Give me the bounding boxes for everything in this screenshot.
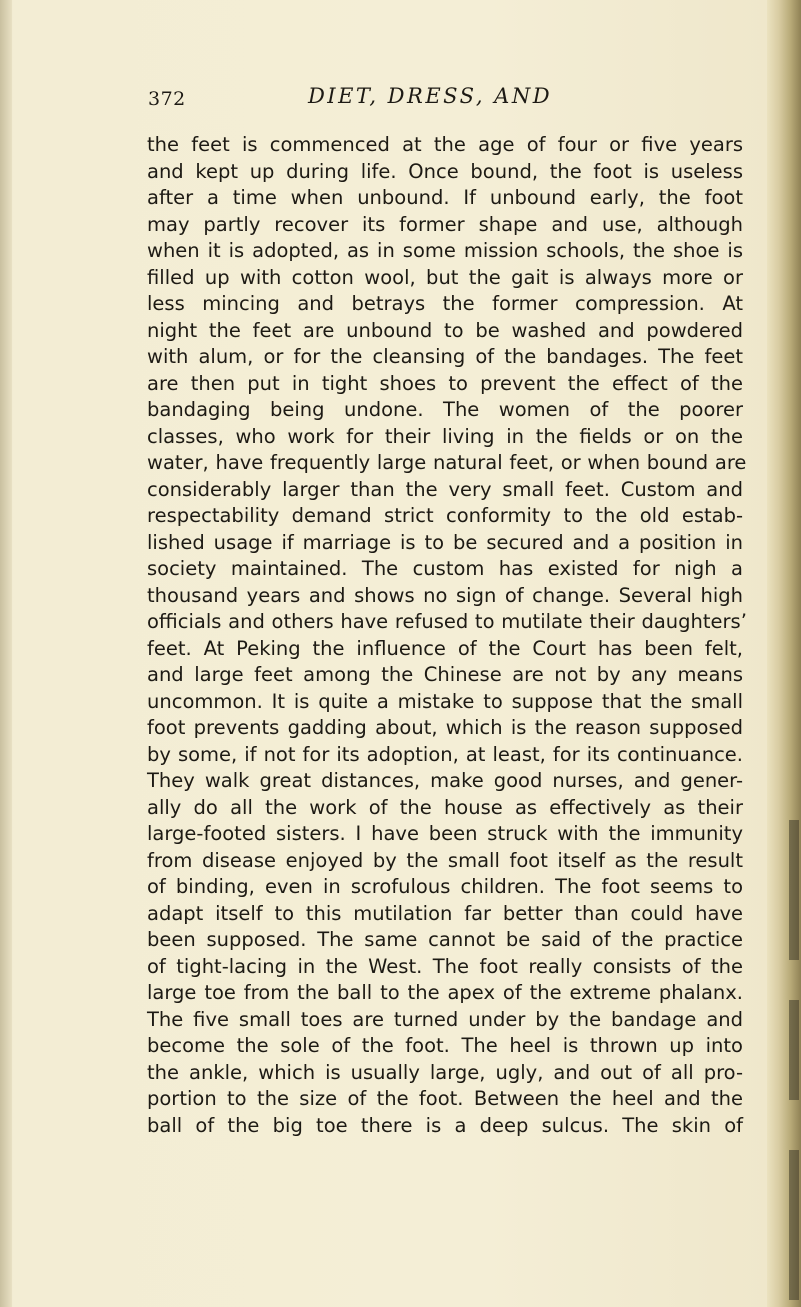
- binding-shadow: [789, 1150, 799, 1300]
- text-line: become the sole of the foot. The heel is thrown up into: [147, 1034, 743, 1057]
- text-line: considerably larger than the very small feet. Custom and: [147, 477, 743, 501]
- text-line: after a time when unbound. If unbound early, the foot: [147, 186, 743, 209]
- text-line: ally do all the work of the house as effectively as their: [147, 795, 743, 819]
- text-line: the ankle, which is usually large, ugly, and out of all pro-: [147, 1060, 743, 1084]
- text-line: foot prevents gadding about, which is the reason supposed: [147, 716, 743, 739]
- text-line: thousand years and shows no sign of change. Several high: [147, 583, 743, 607]
- binding-shadow: [789, 820, 799, 960]
- text-line: bandaging being undone. The women of the poorer: [147, 398, 743, 421]
- text-line: officials and others have refused to mutilate their daughters’: [147, 610, 747, 633]
- page-number: 372: [148, 88, 186, 110]
- text-line: are then put in tight shoes to prevent the effect of the: [147, 371, 743, 395]
- page-binding-edge: [767, 0, 801, 1307]
- text-line: less mincing and betrays the former compression. At: [147, 292, 743, 315]
- text-line: by some, if not for its adoption, at least, for its continuance.: [147, 742, 743, 766]
- text-line: and large feet among the Chinese are not by any means: [147, 663, 743, 686]
- text-line: The five small toes are turned under by the bandage and: [147, 1007, 743, 1031]
- text-line: large-footed sisters. I have been struck with the immunity: [147, 822, 743, 845]
- text-line: adapt itself to this mutilation far better than could have: [147, 901, 743, 925]
- text-line: water, have frequently large natural feet, or when bound are: [147, 451, 747, 474]
- text-line: uncommon. It is quite a mistake to suppose that the small: [147, 689, 743, 713]
- text-line: been supposed. The same cannot be said of the practice: [147, 928, 743, 951]
- page-header: [0, 80, 801, 112]
- text-line: large toe from the ball to the apex of the extreme phalanx.: [147, 981, 743, 1004]
- text-line: the feet is commenced at the age of four or five years: [147, 133, 743, 156]
- text-line: portion to the size of the foot. Between the heel and the: [147, 1087, 743, 1110]
- running-head: DIET, DRESS, AND: [307, 84, 553, 108]
- text-line: society maintained. The custom has existed for nigh a: [147, 557, 743, 580]
- text-line: may partly recover its former shape and use, although: [147, 212, 743, 236]
- text-line: when it is adopted, as in some mission schools, the shoe is: [147, 239, 743, 262]
- text-line: from disease enjoyed by the small foot itself as the result: [147, 848, 743, 872]
- text-line: classes, who work for their living in the fields or on the: [147, 424, 743, 448]
- text-line: respectability demand strict conformity to the old estab-: [147, 504, 743, 527]
- text-line: They walk great distances, make good nurses, and gener-: [147, 769, 743, 792]
- text-line: with alum, or for the cleansing of the bandages. The feet: [147, 345, 743, 368]
- text-line: of tight-lacing in the West. The foot really consists of the: [147, 954, 743, 978]
- body-text: [147, 132, 747, 1139]
- text-line: feet. At Peking the influence of the Court has been felt,: [147, 636, 743, 660]
- text-line: filled up with cotton wool, but the gait is always more or: [147, 265, 743, 289]
- binding-shadow: [789, 1000, 799, 1100]
- text-line: of binding, even in scrofulous children. The foot seems to: [147, 875, 743, 898]
- page-left-edge: [0, 0, 12, 1307]
- text-line: lished usage if marriage is to be secured and a position in: [147, 530, 743, 554]
- text-line: night the feet are unbound to be washed and powdered: [147, 318, 743, 342]
- text-line: and kept up during life. Once bound, the foot is useless: [147, 159, 743, 183]
- text-line: ball of the big toe there is a deep sulcus. The skin of: [147, 1113, 743, 1137]
